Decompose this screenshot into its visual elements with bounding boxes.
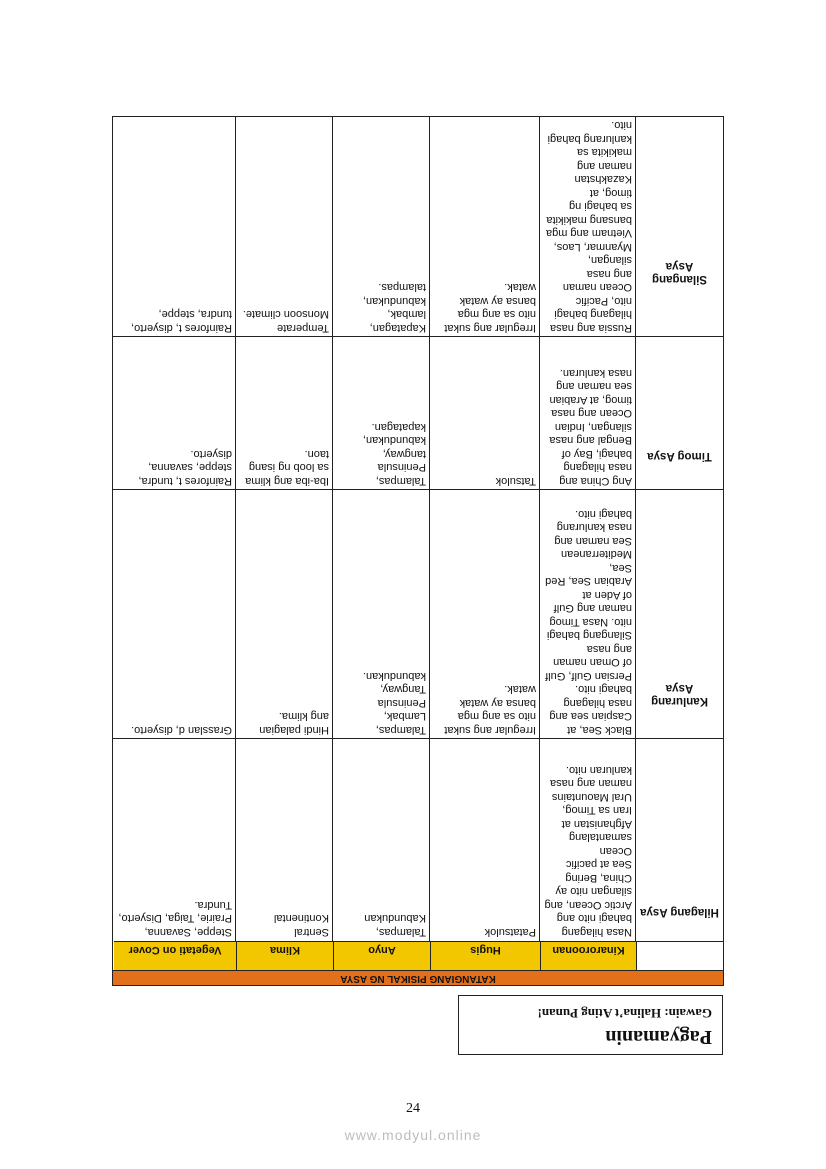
cell-vegetation: Steppe, Savanna, Prairie, Taiga, Disyerto, Tundra. xyxy=(118,899,232,938)
watermark: www.modyul.online xyxy=(344,1127,482,1143)
cell-vegetation: Rainfores t, tundra, steppe, savanna, disyerto. xyxy=(138,448,232,487)
grid-line xyxy=(235,117,236,941)
header-anyo: Anyo xyxy=(333,941,430,970)
cell-vegetation: Rainfores t, disyerto, tundra, steppe, xyxy=(131,308,232,334)
table-title: KATANGIANG PISIKAL NG ASYA xyxy=(113,970,723,985)
header-vegetation: Vegetati on Cover xyxy=(114,941,236,970)
cell-klima: Iba-iba ang klima sa loob ng isang taon. xyxy=(245,448,329,487)
region-timog-asya: Timog Asya xyxy=(647,449,712,462)
cell-vegetation: Grasslan d, disyerto. xyxy=(131,724,232,736)
page-number: 24 xyxy=(406,1101,420,1116)
cell-kinaroroonan: Ang China ang nasa hilagang bahagi, Bay of Bengal ang nasa silangan, Indian Ocean ang nasa timog, at Arabian sea naman ang nasa kanluran. xyxy=(549,367,632,487)
cell-kinaroroonan: Nasa hilagang bahagi nito ang Arctic Ocean, ang silangan nito ay China, Bering Sea at pacific Ocean samantalang Afghanistan at Iran sa Timog, Ural Maountains naman ang nasa kanluran nito. xyxy=(544,764,632,938)
region-hilagang-asya: Hilagang Asya xyxy=(640,905,719,918)
grid-line xyxy=(429,117,430,941)
cell-anyo: Talampas, Kabundukan xyxy=(364,912,426,938)
cell-hugis: Irregular ang sukat nito sa ang mga bansa ay watak watak. xyxy=(444,683,536,736)
cell-kinaroroonan: Russia ang nasa hilagang bahagi nito, Pacific Ocean naman ang nasa silangan, Myanmar, Laos, Vietnam ang mga bansang makikita sa bahagi ng timog, at Kazakhstan naman ang makikita sa kanlurang bahagi nito. xyxy=(545,119,632,334)
activity-subtitle: Gawain: Halina’t Ating Punan! xyxy=(537,1006,712,1021)
cell-anyo: Talampas, Lambak, Peninsula Tangway, kabundukan. xyxy=(363,670,426,736)
cell-klima: Temperate Monsoon climate. xyxy=(242,308,329,334)
cell-hugis: Tatsulok xyxy=(495,475,536,487)
grid-line xyxy=(332,117,333,941)
region-silangang-asya: Silangang Asya xyxy=(652,260,707,286)
header-kinaroroonan: Kinaroroonan xyxy=(540,941,636,970)
header-blank xyxy=(636,941,723,970)
cell-klima: Sentral Kontinental xyxy=(273,912,329,938)
region-kanlurang-asya: Kanlurang Asya xyxy=(651,682,708,708)
physical-features-table xyxy=(112,116,724,986)
activity-title: Pagyamanin xyxy=(605,1026,712,1048)
cell-kinaroroonan: Black Sea, at Caspian sea ang nasa hilagang bahagi nito. Persian Gulf, Gulf of Oman naman ang nasa Silangang bahagi nito. Nasa Timog naman ang Gulf of Aden at Arabian Sea, Red Sea, Mediterranean Sea naman ang nasa kanlurang bahagi nito. xyxy=(545,508,632,736)
cell-hugis: Patatsulok xyxy=(484,926,536,938)
header-klima: Klima xyxy=(236,941,333,970)
cell-anyo: Kapatagan, lambak, kabundukan, talampas. xyxy=(363,281,426,334)
activity-box xyxy=(458,995,723,1055)
cell-klima: Hindi palagian ang klima. xyxy=(259,710,329,736)
cell-anyo: Talampas, Peninsula tangway, kabundukan, kapatagan. xyxy=(363,421,426,487)
header-hugis: Hugis xyxy=(430,941,540,970)
cell-hugis: Irregular ang sukat nito sa ang mga bansa ay watak watak. xyxy=(444,281,536,334)
